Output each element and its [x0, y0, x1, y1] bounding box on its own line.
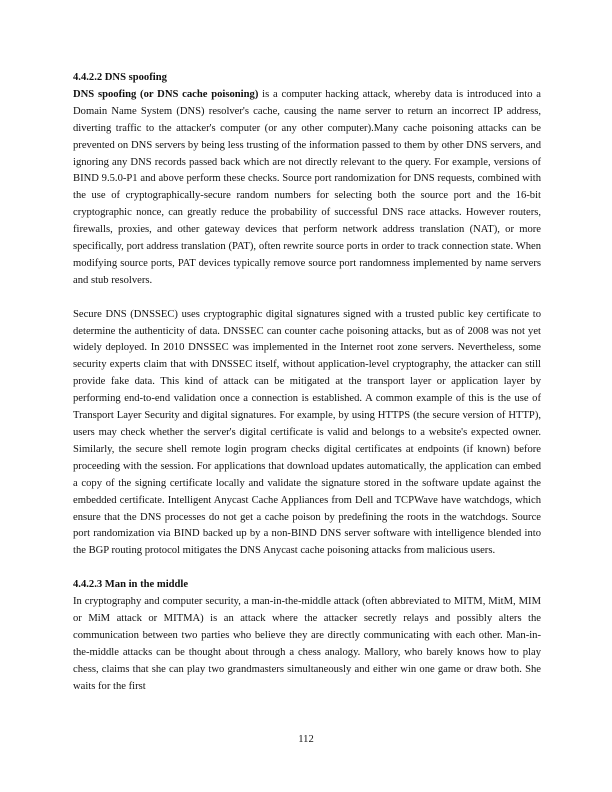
section-heading-dns-spoofing: 4.4.2.2 DNS spoofing [73, 72, 167, 83]
section-heading-man-in-the-middle: 4.4.2.3 Man in the middle [73, 579, 189, 591]
term-dns-spoofing: DNS spoofing (or DNS cache poisoning) [73, 88, 259, 100]
paragraph-dnssec: Secure DNS (DNSSEC) uses cryptographic digital signatures signed with a trusted public key certificate to determine the authenticity of data. DNSSEC can counter cache poisoning attacks, but as of 2008 was not yet widely deployed. In 2010 DNSSEC was implemented in the Internet root zone servers. Nevertheless, some security experts claim that with DNSSEC itself, without application-level cryptography, the attacker can still provide fake data. This kind of attack can be mitigated at the transport layer or application layer by performing end-to-end validation once a connection is established. A common example of this is the use of Transport Layer Security and digital signatures. For example, by using HTTPS (the secure version of HTTP), users may check whether the server's digital certificate is valid and belongs to a website's expected owner. Similarly, the secure shell remote login program checks digital certificates at endpoints (if known) before proceeding with the session. For applications that download updates automatically, the application can embed a copy of the signing certificate locally and validate the signature stored in the software update against the embedded certificate. Intelligent Anycast Cache Appliances from Dell and TCPWave have watchdogs, which ensure that the DNS processes do not get a cache poison by predefining the roots in the watchdogs. Source port randomization via BIND backed up by a non-BIND DNS server software with intelligence blended into the BGP routing protocol mitigates the DNS Anycast cache poisoning attacks from malicious users. [73, 308, 541, 557]
page-number: 112 [298, 734, 314, 745]
paragraph-mitm: In cryptography and computer security, a man-in-the-middle attack (often abbreviated to MITM, MitM, MIM or MiM attack or MITMA) is an attack where the attacker secretly relays and possibly alters the communication between two parties who believe they are directly communicating with each other. Man-in-the-middle attacks can be thought about through a chess analogy. Mallory, who barely knows how to play chess, claims that she can play two grandmasters simultaneously and either win one game or draw both. She waits for the first [73, 596, 541, 692]
paragraph-dns-spoofing [73, 87, 541, 290]
page-content [73, 70, 541, 712]
paragraph-dns-spoofing-text: is a computer hacking attack, whereby data is introduced into a Domain Name System (DNS) resolver's cache, causing the name server to return an incorrect IP address, diverting traffic to the attacker's computer (or any other computer).Many cache poisoning attacks can be prevented on DNS servers by being less trusting of the information passed to them by other DNS servers, and ignoring any DNS records passed back which are not directly relevant to the query. For example, versions of BIND 9.5.0-P1 and above perform these checks. Source port randomization for DNS requests, combined with the use of cryptographically-secure random numbers for selecting both the source port and the 16-bit cryptographic nonce, can greatly reduce the probability of successful DNS race attacks. However routers, firewalls, proxies, and other gateway devices that perform network address translation (NAT), or more specifically, port address translation (PAT), often rewrite source ports in order to track connection state. When modifying source ports, PAT devices typically remove source port randomness implemented by name servers and stub resolvers. [73, 88, 541, 286]
